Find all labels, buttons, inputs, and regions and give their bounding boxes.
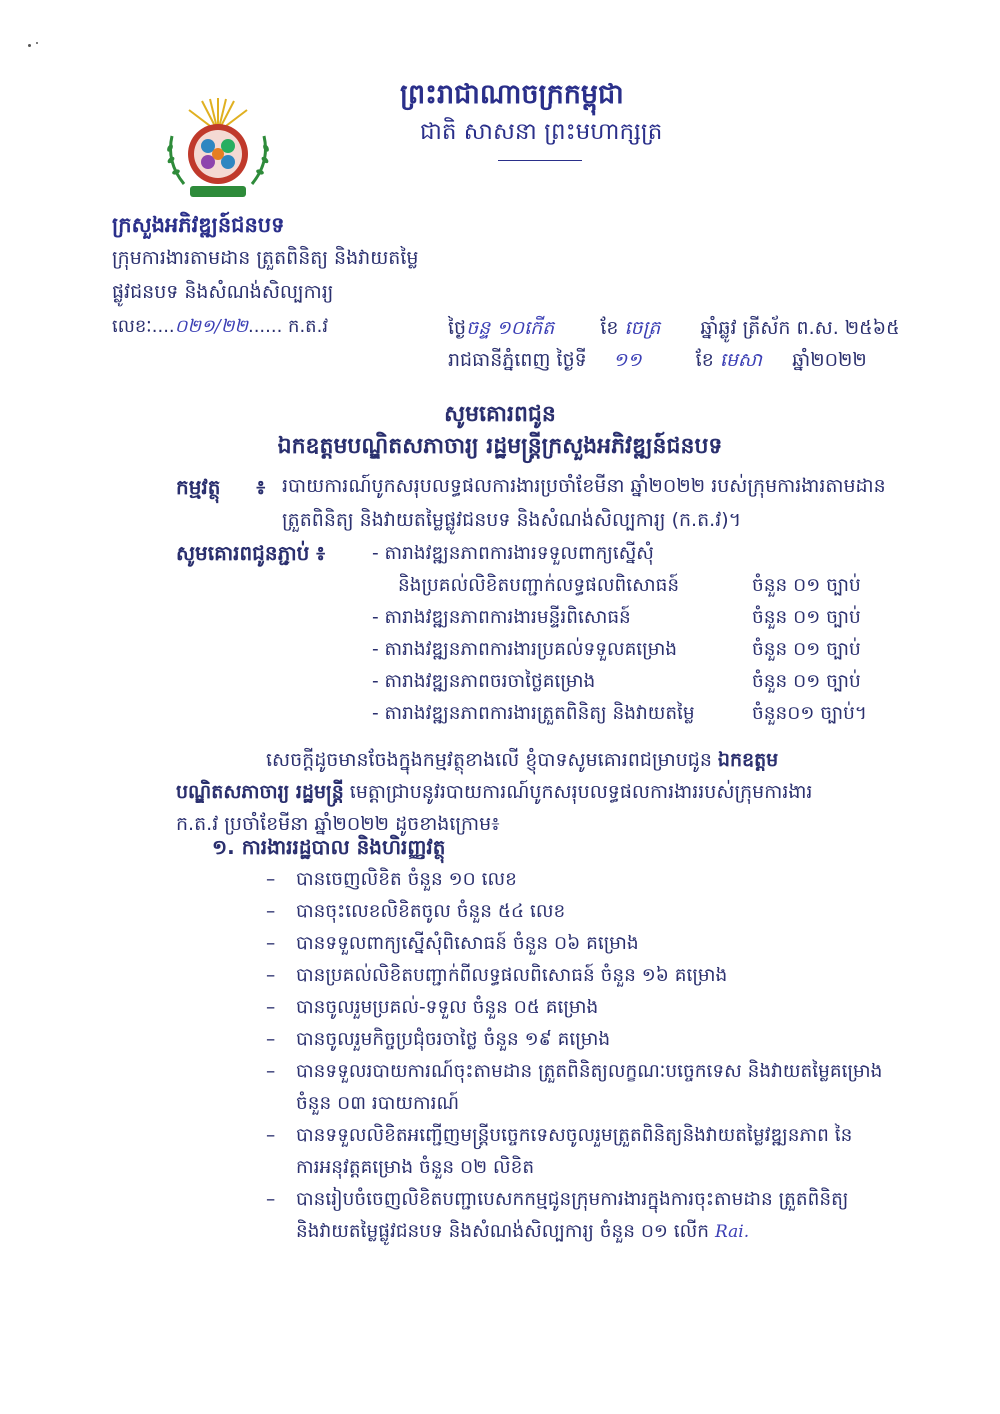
list-item-text: បានចុះលេខលិខិតចូល ចំនួន ៥៤ លេខ (296, 901, 566, 922)
list-item: – បានទទួលលិខិតអញ្ជើញមន្ត្រីបច្ចេកទេសចូលរួមត្រួតពិនិត្យនិងវាយតម្លៃវឌ្ឍនភាព នៃ (266, 1125, 853, 1146)
lunar-year: ឆ្នាំឆ្លូវ ត្រីស័ក ព.ស. ២៥៦៥ (700, 317, 900, 339)
ministry-logo (158, 92, 278, 204)
list-item-text: បានចេញលិខិត ចំនួន ១០ លេខ (296, 869, 517, 890)
attachment-item: - តារាងវឌ្ឍនភាពចរចាថ្លៃគម្រោង (372, 671, 596, 692)
list-item-text: បានចូលរួមកិច្ចប្រជុំចរចាថ្លៃ ចំនួន ១៩ គម្រោង (296, 1029, 611, 1050)
list-item: – បានទទួលរបាយការណ៍ចុះតាមដាន ត្រួតពិនិត្យលក្ខណៈបច្ចេកទេស និងវាយតម្លៃគម្រោង (266, 1061, 883, 1082)
body-line-3: ក.ត.វ ប្រចាំខែមីនា ឆ្នាំ២០២២ ដូចខាងក្រោម៖ (176, 813, 500, 835)
body-line-1-bold: ឯកឧត្តម (717, 749, 779, 771)
ministry-logo-emblem (158, 92, 278, 204)
subject-label (176, 474, 265, 504)
motto-divider (498, 160, 582, 161)
attachment-count: ចំនួន ០១ ច្បាប់ (752, 671, 861, 692)
recipient-title: ឯកឧត្តមបណ្ឌិតសភាចារ្យ រដ្ឋមន្ត្រីក្រសួងអភិវឌ្ឍន៍ជនបទ (277, 434, 723, 459)
handwritten-initials: Rai. (714, 1222, 750, 1242)
list-item-text: បានប្រគល់លិខិតបញ្ជាក់ពីលទ្ធផលពិសោធន៍ ចំនួន ១៦ គម្រោង (296, 965, 728, 986)
solar-date (448, 348, 867, 376)
body-line-2-text: មេត្តាជ្រាបនូវរបាយការណ៍បូកសរុបលទ្ធផលការងាររបស់ក្រុមការងារ (343, 781, 813, 803)
reference-number (112, 314, 328, 341)
reference-suffix: ...... ក.ត.វ (247, 316, 329, 337)
list-item: – បានចូលរួមកិច្ចប្រជុំចរចាថ្លៃ ចំនួន ១៩ គម្រោង (266, 1029, 611, 1050)
scan-speck (36, 42, 38, 44)
attachment-count: ចំនួន ០១ ច្បាប់ (752, 607, 861, 628)
attachment-count: ចំនួន ០១ ច្បាប់ (752, 639, 861, 660)
list-item: – បានចូលរួមប្រគល់-ទទួល ចំនួន ០៥ គម្រោង (266, 997, 599, 1018)
list-item-text: បានទទួលលិខិតអញ្ជើញមន្ត្រីបច្ចេកទេសចូលរួមត្រួតពិនិត្យនិងវាយតម្លៃវឌ្ឍនភាព នៃ (296, 1125, 853, 1146)
list-item: – បានចេញលិខិត ចំនួន ១០ លេខ (266, 869, 517, 890)
subject-line-2: ត្រួតពិនិត្យ និងវាយតម្លៃផ្លូវជនបទ និងសំណង់សិល្បការ្យ (ក.ត.វ)។ (282, 509, 742, 531)
body-line-1 (266, 748, 778, 776)
attachment-item: និងប្រគល់លិខិតបញ្ជាក់លទ្ធផលពិសោធន៍ (398, 575, 680, 596)
list-item: – បានទទួលពាក្យស្នើសុំពិសោធន៍ ចំនួន ០៦ គម្រោង (266, 933, 639, 954)
solar-year: ឆ្នាំ២០២២ (792, 349, 867, 371)
attachment-item: - តារាងវឌ្ឍនភាពការងារមន្ទីរពិសោធន៍ (372, 607, 631, 628)
national-motto: ជាតិ សាសនា ព្រះមហាក្សត្រ (420, 119, 663, 145)
attachment-count: ចំនួន០១ ច្បាប់។ (752, 703, 868, 724)
attachment-count: ចំនួន ០១ ច្បាប់ (752, 575, 861, 596)
solar-month-label: ខែ (695, 349, 714, 371)
lunar-date (448, 316, 900, 344)
list-item: – បានប្រគល់លិខិតបញ្ជាក់ពីលទ្ធផលពិសោធន៍ ចំនួន ១៦ គម្រោង (266, 965, 728, 986)
list-item-continuation: ចំនួន ០៣ របាយការណ៍ (296, 1093, 460, 1114)
attachment-item: - តារាងវឌ្ឍនភាពការងារត្រួតពិនិត្យ និងវាយតម្លៃ (372, 703, 695, 724)
department-line-1: ក្រុមការងារតាមដាន ត្រួតពិនិត្យ និងវាយតម្លៃ (112, 247, 419, 269)
list-item-text: បានចូលរួមប្រគល់-ទទួល ចំនួន ០៥ គម្រោង (296, 997, 599, 1018)
solar-day: ១១ (612, 349, 642, 371)
reference-prefix: លេខៈ.... (112, 316, 175, 337)
ministry-name: ក្រសួងអភិវឌ្ឍន៍ជនបទ (112, 213, 285, 237)
respectfully-to: សូមគោរពជូន (444, 402, 556, 427)
kingdom-title: ព្រះរាជាណាចក្រកម្ពុជា (400, 79, 624, 110)
lunar-prefix: ថ្ងៃ (448, 317, 467, 339)
solar-prefix: រាជធានីភ្នំពេញ ថ្ងៃទី (448, 349, 587, 371)
lunar-day: ចន្ទ ១០កើត (466, 317, 555, 339)
list-item-text: បានទទួលរបាយការណ៍ចុះតាមដាន ត្រួតពិនិត្យលក្ខណៈបច្ចេកទេស និងវាយតម្លៃគម្រោង (296, 1061, 883, 1082)
subject-label-text: កម្មវត្ថុ (176, 475, 221, 499)
reference-handwritten-number: ០២១/២២ (174, 316, 248, 337)
lunar-month-label: ខែ (600, 317, 619, 339)
body-line-2 (176, 780, 812, 808)
lunar-month: ចេត្រ (624, 317, 661, 339)
subject-colon: ៖ (256, 475, 266, 499)
department-line-2: ផ្លូវជនបទ និងសំណង់សិល្បការ្យ (112, 281, 334, 303)
attachment-item: - តារាងវឌ្ឍនភាពការងារប្រគល់ទទួលគម្រោង (372, 639, 678, 660)
subject-line-1: របាយការណ៍បូកសរុបលទ្ធផលការងារប្រចាំខែមីនា ឆ្នាំ២០២២ របស់ក្រុមការងារតាមដាន (282, 475, 886, 497)
scan-speck (28, 44, 31, 47)
attachment-item: - តារាងវឌ្ឍនភាពការងារទទួលពាក្យស្នើសុំ (372, 543, 654, 564)
list-item: – បានរៀបចំចេញលិខិតបញ្ជាបេសកកម្មជូនក្រុមការងារក្នុងការចុះតាមដាន ត្រួតពិនិត្យ (266, 1189, 849, 1210)
list-item-continuation: ការអនុវត្តគម្រោង ចំនួន ០២ លិខិត (296, 1157, 535, 1178)
body-line-1-text: សេចក្តីដូចមានចែងក្នុងកម្មវត្ថុខាងលើ ខ្ញុំបាទសូមគោរពជម្រាបជូន (266, 749, 718, 771)
body-line-2-bold: បណ្ឌិតសភាចារ្យ រដ្ឋមន្ត្រី (176, 781, 344, 803)
list-item-text: បានទទួលពាក្យស្នើសុំពិសោធន៍ ចំនួន ០៦ គម្រោង (296, 933, 639, 954)
list-item-text: បានរៀបចំចេញលិខិតបញ្ជាបេសកកម្មជូនក្រុមការងារក្នុងការចុះតាមដាន ត្រួតពិនិត្យ (296, 1189, 849, 1210)
list-item-continuation (296, 1220, 749, 1247)
attachments-label: សូមគោរពជូនភ្ជាប់ ៖ (176, 541, 326, 565)
list-item: – បានចុះលេខលិខិតចូល ចំនួន ៥៤ លេខ (266, 901, 566, 922)
list-item-text: និងវាយតម្លៃផ្លូវជនបទ និងសំណង់សិល្បការ្យ ចំនួន ០១ លើក (296, 1221, 710, 1242)
solar-month: មេសា (719, 349, 763, 371)
section-title: ១. ការងាររដ្ឋបាល និងហិរញ្ញវត្ថុ (212, 835, 446, 859)
